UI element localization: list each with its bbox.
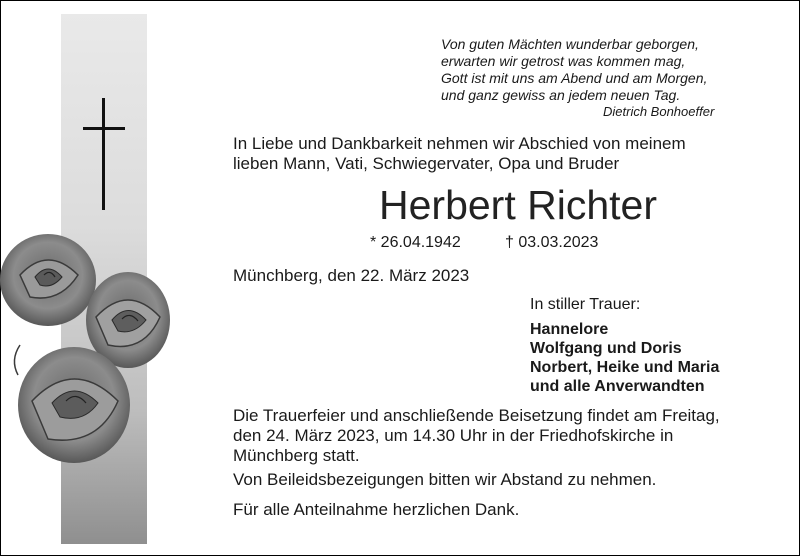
poem-line: und ganz gewiss an jedem neuen Tag. <box>441 87 681 103</box>
intro-line: In Liebe und Dankbarkeit nehmen wir Abschied von meinem <box>233 134 686 153</box>
poem-author: Dietrich Bonhoeffer <box>603 104 715 119</box>
mourners-list <box>530 320 719 396</box>
mourning-heading: In stiller Trauer: <box>530 296 641 313</box>
deceased-name: Herbert Richter <box>379 182 657 228</box>
thanks-note: Für alle Anteilnahme herzlichen Dank. <box>233 500 520 519</box>
cross-icon-bar <box>83 127 125 130</box>
funeral-line: den 24. März 2023, um 14.30 Uhr in der Friedhofskirche in <box>233 426 674 445</box>
mourner-name: und alle Anverwandten <box>530 378 705 395</box>
roses-image <box>0 225 170 475</box>
mourner-name: Wolfgang und Doris <box>530 340 682 357</box>
poem-line: Von guten Mächten wunderbar geborgen, <box>441 36 699 52</box>
intro-text <box>233 134 686 174</box>
intro-line: lieben Mann, Vati, Schwiegervater, Opa und Bruder <box>233 154 620 173</box>
funeral-info <box>233 406 720 466</box>
cross-icon <box>102 98 105 210</box>
mourner-name: Hannelore <box>530 321 609 338</box>
condolences-note: Von Beileidsbezeigungen bitten wir Abstand zu nehmen. <box>233 470 657 489</box>
poem-line: erwarten wir getrost was kommen mag, <box>441 53 686 69</box>
death-date: † 03.03.2023 <box>505 234 599 251</box>
place-date: Münchberg, den 22. März 2023 <box>233 266 470 285</box>
poem <box>441 36 761 104</box>
funeral-line: Münchberg statt. <box>233 446 360 465</box>
mourner-name: Norbert, Heike und Maria <box>530 359 720 376</box>
birth-date: * 26.04.1942 <box>370 234 461 251</box>
poem-line: Gott ist mit uns am Abend und am Morgen, <box>441 70 708 86</box>
rose-top-left <box>0 234 96 326</box>
funeral-line: Die Trauerfeier und anschließende Beisetzung findet am Freitag, <box>233 406 720 425</box>
